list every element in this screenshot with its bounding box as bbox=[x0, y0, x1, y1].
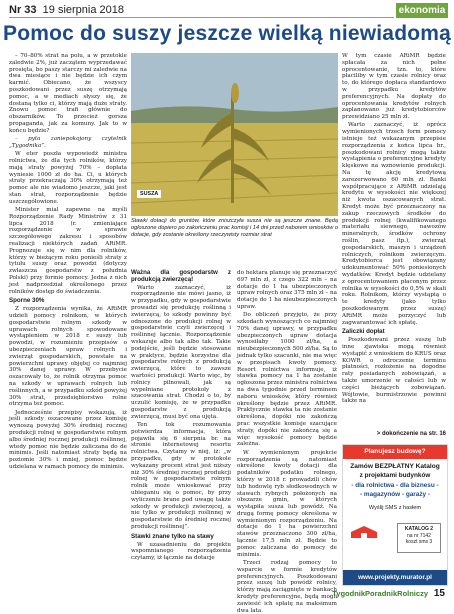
paragraph: Jednocześnie przepisy wskazują, iż jeśli szkody oszacowane przez komisję wynoszą powyżej 30% średniej rocznej produkcji rolnej w gospodarstwie rolnym albo średniej rocznej produkcji roślinnej, wtedy pomoc nie będzie zaliczana do de minimis. Jeśli natomiast straty będą na poziomie 30% i mniej, pomoc będzie udzielana w ramach pomocy de minimis. bbox=[9, 409, 127, 471]
ad-catalog-box bbox=[397, 523, 441, 553]
article-headline: Pomoc do suszy jeszcze wielką niewiadomą bbox=[3, 22, 451, 45]
page-number: 15 bbox=[433, 588, 445, 599]
page-header bbox=[0, 0, 454, 22]
text-column-3 bbox=[237, 270, 337, 614]
catalog-number: na nr 7142 bbox=[407, 532, 431, 539]
photo-caption: Stawki dotacji do gruntów, które zniszczyła susza nie są jeszcze znane. Będą ogłoszone dopiero po zakończeniu prac komisji i 14 dni przed naborem wniosków o dotacje, gdy zostanie określony rzeczywisty rozmiar strat bbox=[131, 218, 338, 238]
header-rule bbox=[9, 17, 394, 18]
ad-line: Zamów BEZPŁATNY Katalog bbox=[350, 463, 440, 470]
ad-line: - magazynów - garaży - bbox=[360, 491, 430, 498]
continuation-note: > dokończenie na str. 16 bbox=[376, 431, 446, 437]
photo-tag: SUSZA bbox=[137, 190, 161, 198]
paragraph: Z rozporządzenia wynika, że ARiMR udzieli pomocy rolnikom, w których gospodarstwie rolnym szkody w uprawach rolnych spowodowane wystąpieniem w 2018 r. suszy lub powodzi, w rozumieniu przepisów o ubezpieczeniach upraw rolnych i zwierząt gospodarskich, powstałe na powierzchni uprawy objętej co najmniej 30% danej uprawy. W przebycie oszacowały to, że rolnik otrzyma pomoc na szkody w uprawach rolnych lub roślinnych, a w przypadku szkód powyżej 30% strat, przedsiębiorstwo rolne otrzyma też pomoc. bbox=[9, 306, 127, 408]
paragraph: Do obliczeń przyjęto, że przy szkodach wynoszących co najmniej 70% danej uprawy, w przypadku ubezpieczonych upraw dotacja wynosiłaby 1000 zł/ha, a nieubezpieczonych 500 zł/ha. Są to jednak tylko szacunki, nie ma więc w przepisach kwoty pomocy. Resort rolnictwa informuje, iż stawka pomocy na 1 ha zostanie ogłoszona przez ministra rolnictwa na dwa tygodnie przed terminem naboru wniosków, który również określony będzie przez ARiMR. Praktycznie stawka ta nie zostanie określona, dopóki nie zakończą prac wszystkie komisje szacujące straty, dopóki nie zakończą się a więc wysokość pomocy będzie zależna. bbox=[237, 312, 337, 448]
paragraph: – 70–80% strat na polu, a w przetokle zaledwie 2%, już zaczątem wyprzedawać prosięta, bo paszy starczy mi zaledwie na dwa miesiące i nie będzie ich czym karmić. Obiecano, że wszyscy poszkodowani przez suszę otrzymają pomoc, a w mediach słyszy się, że dostaną tylko ci, którzy mają duże straty. Znowu pomoc trafi głównie do obszarników. To przecież gorsza propaganda, jak za komuny. Jak to w końcu będzie? bbox=[9, 53, 127, 134]
paragraph: – pyta zaniepokojony czytelnik „Tygodnika”. bbox=[9, 136, 127, 149]
ad-url[interactable]: www.projekty.murator.pl bbox=[343, 570, 447, 585]
house-icon bbox=[349, 525, 379, 539]
issue-number: Nr 33 bbox=[9, 4, 37, 16]
subheading: Zaliczki dopłat bbox=[342, 328, 385, 336]
ad-header: Planujesz budowę? bbox=[343, 445, 447, 459]
section-tag: ekonomia bbox=[396, 3, 448, 18]
advertisement bbox=[342, 444, 448, 586]
issue-date: 19 sierpnia 2018 bbox=[42, 4, 124, 16]
catalog-price: koszt sms 3 bbox=[405, 539, 433, 545]
page-footer bbox=[0, 588, 454, 600]
paragraph: Poszkodowani przez suszę lub inne zjawiska mogą również wystąpić z wnioskiem do KRUS oraz KOWR o odroczenie terminu płatności, rozłożenie na dogodne raty posiadanych zobowiązań, a także umorzenie w całości lub w części bieżących zobowiązań. Wójtowie, burmistrzowie powinni także na bbox=[342, 337, 446, 405]
paragraph: do hektara planuje się przeznaczyć 697 mln zł, z czego 322 mln – na dotacje do 1 ha ubezpieczonych upraw rolnych oraz 375 mln zł – na dotacje do 1 ha nieubezpieczonych upraw. bbox=[237, 270, 337, 310]
subheading: Sporne 30% bbox=[9, 297, 45, 305]
paragraph: W eter poszła wypowiedź ministra rolnictwa, że dla tych rolników, którzy mają straty powyżej 70% – dopłata wyniesie 1000 zł do ha. Ci, u których straty przekraczają 30% otrzymają też pomoc ale nie wiadomo jeszcze, jaki jest stan strat, rozporządzenie będzie uszczegółowione. bbox=[9, 151, 127, 205]
subheading: Stawki znane tylko na stawy bbox=[131, 532, 214, 540]
paragraph: W tym czasie ARiMR będzie spłacała za nich pełne oprocentowanie, tzn. to, które płaciliby w tym czasie rolnicy oraz to, do którego dopłaca standardowo w przypadku kredytów preferencyjnych. Na dopłaty do oprocentowania kredytów rolnych zaplanowano już kredytobiorców przewidziano 25 mln zł. bbox=[342, 53, 446, 121]
footer-brand: TygodnikPoradnikRolniczy bbox=[332, 589, 428, 598]
subheading: Ważna dla gospodarstw z produkcją zwierzęcą! bbox=[131, 269, 231, 283]
issue-info bbox=[9, 4, 124, 16]
text-column-2 bbox=[131, 270, 231, 590]
ad-line: Wyślij SMS z hasłem bbox=[368, 505, 422, 511]
paragraph: Warto zaznaczyć, iż rozporządzenie nie mówi jasno, iż w przypadku, gdy w gospodarstwie prowadzi się produkcję roślinną i zwierzęcą, to szkody powinny być odnoszone do produkcji rolnej w gospodarstwie czyli zwierzęcej i roślinnej łącznie. Rozporządzenie wskazuje albo tak albo tak. Takie podejście, jeśli będzie stosowane w praktyce, będzie korzystne dla gospodarstw rolnych z produkcją zwierzęcą, które to zawsze wartości produkcji. Warto więc, by rolnicy pilnowali, jak są wypełniane protokoły z szacowania strat. Chodzi o to, by uczulić komisję, że w przypadku gospodarstw z produkcją zwierzęcą, musi być ona ujęta. bbox=[131, 284, 232, 420]
text-column-1 bbox=[9, 53, 127, 588]
paragraph: Trzeci rodzaj pomocy to wsparcie w formie kredytów preferencyjnych. Poszkodowani przez suszę lub powódź rolnicy, którzy mają zaciągnięte w bankach kredyty preferencyjne, będą mogli zawiesić ich spłatę na maksimum dwa lata. bbox=[237, 559, 337, 614]
paragraph: W wymienionym projekcie rozporządzenia są natomiast określone kwoty dotacji dla podatników podatku rolnego, którzy w 2018 r. prowadzili chów lub hodowlę ryb słodkowodnych w stawach rybnych położonych na obszarze gmin, w których wystąpiła susza lub powódź. Na drugą formę pomocy określona w wymienionym rozporządzeniu. Na dotacje do 1 ha powierzchni stawów przeznaczono 300 zł/ha, łącznie 17,5 mln zł. Będzie to pomoc zaliczana do pomocy de minimis. bbox=[237, 449, 337, 558]
article-photo bbox=[131, 53, 338, 216]
paragraph: Minister mial zapewne na myśli Rozporządzenie Rady Ministrów z 31 lipca 2018 (r. zmieniające rozporządzenie w sprawie szczegółowego zakresu i sposobów realizacji niektórych zadań ARiMR. Prognozuje się w nim dla rolników, którzy w bieżącym roku ponieśli straty z tytułu suszy oraz powodzi (dotyczy zwłaszcza gospodarstw z południa Polski) przy formie pomocy. Jedna z nich jest nadprzedział określonego przez rolników dostęp do świadczenia. bbox=[9, 207, 127, 295]
paragraph: W uzasadnieniu do projektu wspomnianego rozporządzenia czytamy, iż łącznie na dotacje bbox=[131, 541, 231, 562]
text-column-4 bbox=[342, 53, 446, 431]
catalog-title: KATALOG 2 bbox=[404, 526, 434, 532]
paragraph: Warto zaznaczyć, iż oprócz wymienionych trzech form pomocy istnieje też wskazanym przepisie rozporządzenia z końca lipca br., poszkodowani rolnicy mogą także wystąpienia o preferencyjne kredyty klęskowe na wznowienie produkcji. Na tę akcję kredytową zarezerwowano 60 mln zł. Banki współpracujące z ARiMR udzielają kredytu w wysokości nie większej niż kwota oszacowanych strat. Kredyt może być przeznaczony na zakup rzeczowych środków do produkcji rolnej (kwalifikowanego materiału siewnego, nawozów mineralnych, środków ochrony roślin, pasz itp.), zwierząt gospodarskich, maszyn i urządzeń rolniczych, rolnikom zwierzęcym. Kredytobiorca jest obowiązany udokumentować 50% poniesionych wydatków. Kredyt będzie udzielany z oprocentowaniem płaconym przez rolnika w wysokości do 0,5% w skali roku. Rolnikom, którzy wystąpią o te kredyty (jako tylko poszkodowanym przez suszę) ARiMR może porzyczyć lub zagwarantować ich spłatę. bbox=[342, 122, 446, 326]
paragraph: Ten tok rozumowania potwierdza informacja, która pojawiła się 6 sierpnia br. na stronie internetowej resortu rolnictwa. Czytamy w niej, iż: „w przypadku, gdy w protokole wykazany procent strat jest niższy niż 30% średniej rocznej produkcji rolnej w gospodarstwie rolnym rolnik może wnioskować przy ubieganiu się o pomoc, by przy wyliczeniu brane pod uwagę także szkody w produkcji zwierzęcej, a nie tylko w produkcji roślinnej w gospodarstwie do średniej rocznej produkcji roślinnej”. bbox=[131, 422, 231, 530]
drought-field-illustration bbox=[131, 53, 338, 216]
ad-line: z projektami budynków bbox=[359, 472, 431, 479]
ad-line: - dla rolnictwa - dla biznesu - bbox=[351, 482, 439, 489]
